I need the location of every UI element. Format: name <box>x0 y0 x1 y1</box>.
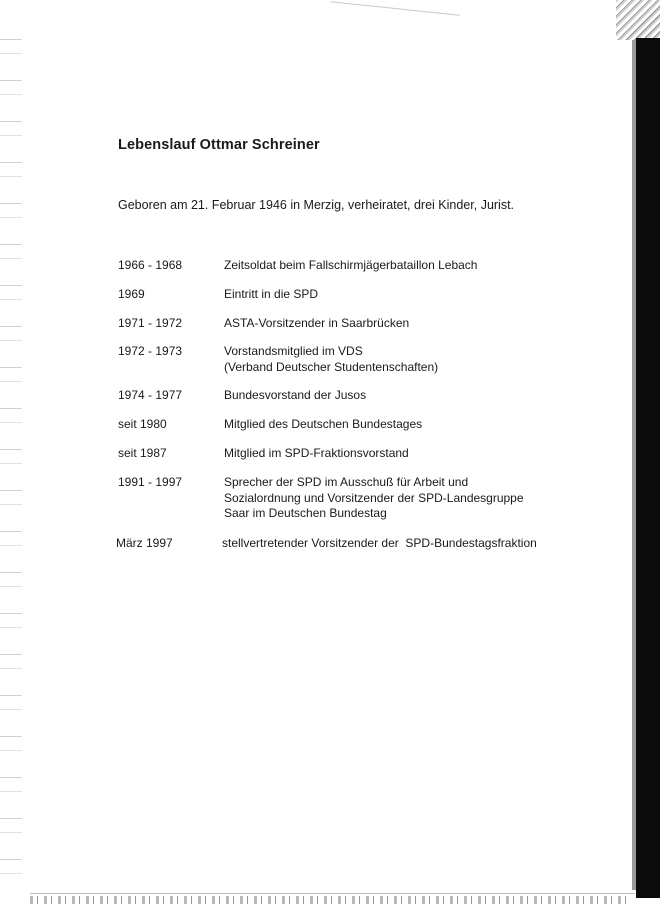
entry-description <box>224 258 584 274</box>
scan-edge-bottom <box>30 896 630 904</box>
entry-description <box>224 344 584 375</box>
entry-description <box>224 475 584 522</box>
entry-line: stellvertretender Vorsitzender der SPD-Bundestagsfraktion <box>222 536 537 550</box>
entry-line: (Verband Deutscher Studentenschaften) <box>224 359 439 374</box>
entry-period: 1966 - 1968 <box>118 258 183 272</box>
intro-line: Geboren am 21. Februar 1946 in Merzig, verheiratet, drei Kinder, Jurist. <box>118 198 515 212</box>
scan-line-bottom <box>30 893 635 894</box>
entry-description <box>224 417 584 433</box>
scan-edge-right <box>636 38 660 898</box>
entry-description <box>224 287 584 303</box>
entry-line: Vorstandsmitglied im VDS <box>224 344 363 358</box>
page-title: Lebenslauf Ottmar Schreiner <box>118 137 320 153</box>
entry-description <box>224 388 584 404</box>
entry-line: Sprecher der SPD im Ausschuß für Arbeit und <box>224 475 469 489</box>
entry-period: 1991 - 1997 <box>118 475 183 489</box>
scan-edge-shadow <box>632 40 636 890</box>
scan-edge-top-right <box>616 0 660 40</box>
entry-description <box>222 536 582 552</box>
entry-line: ASTA-Vorsitzender in Saarbrücken <box>224 316 410 330</box>
scan-noise-left <box>0 30 22 890</box>
entry-period: 1974 - 1977 <box>118 388 183 402</box>
scan-mark-top <box>330 1 459 16</box>
entry-line: Zeitsoldat beim Fallschirmjägerbataillon Lebach <box>224 258 478 272</box>
entry-line: Mitglied im SPD-Fraktionsvorstand <box>224 446 409 460</box>
entry-line: Bundesvorstand der Jusos <box>224 388 367 402</box>
entry-line: Eintritt in die SPD <box>224 287 319 301</box>
entry-period: 1969 <box>118 287 145 301</box>
entry-description <box>224 316 584 332</box>
entry-period: März 1997 <box>116 536 173 550</box>
entry-line: Mitglied des Deutschen Bundestages <box>224 417 423 431</box>
entry-period: seit 1980 <box>118 417 167 431</box>
entry-line: Sozialordnung und Vorsitzender der SPD-Landesgruppe <box>224 490 524 505</box>
entry-period: 1971 - 1972 <box>118 316 183 330</box>
entry-period: seit 1987 <box>118 446 167 460</box>
entry-description <box>224 446 584 462</box>
entry-period: 1972 - 1973 <box>118 344 183 358</box>
entry-line: Saar im Deutschen Bundestag <box>224 506 387 520</box>
